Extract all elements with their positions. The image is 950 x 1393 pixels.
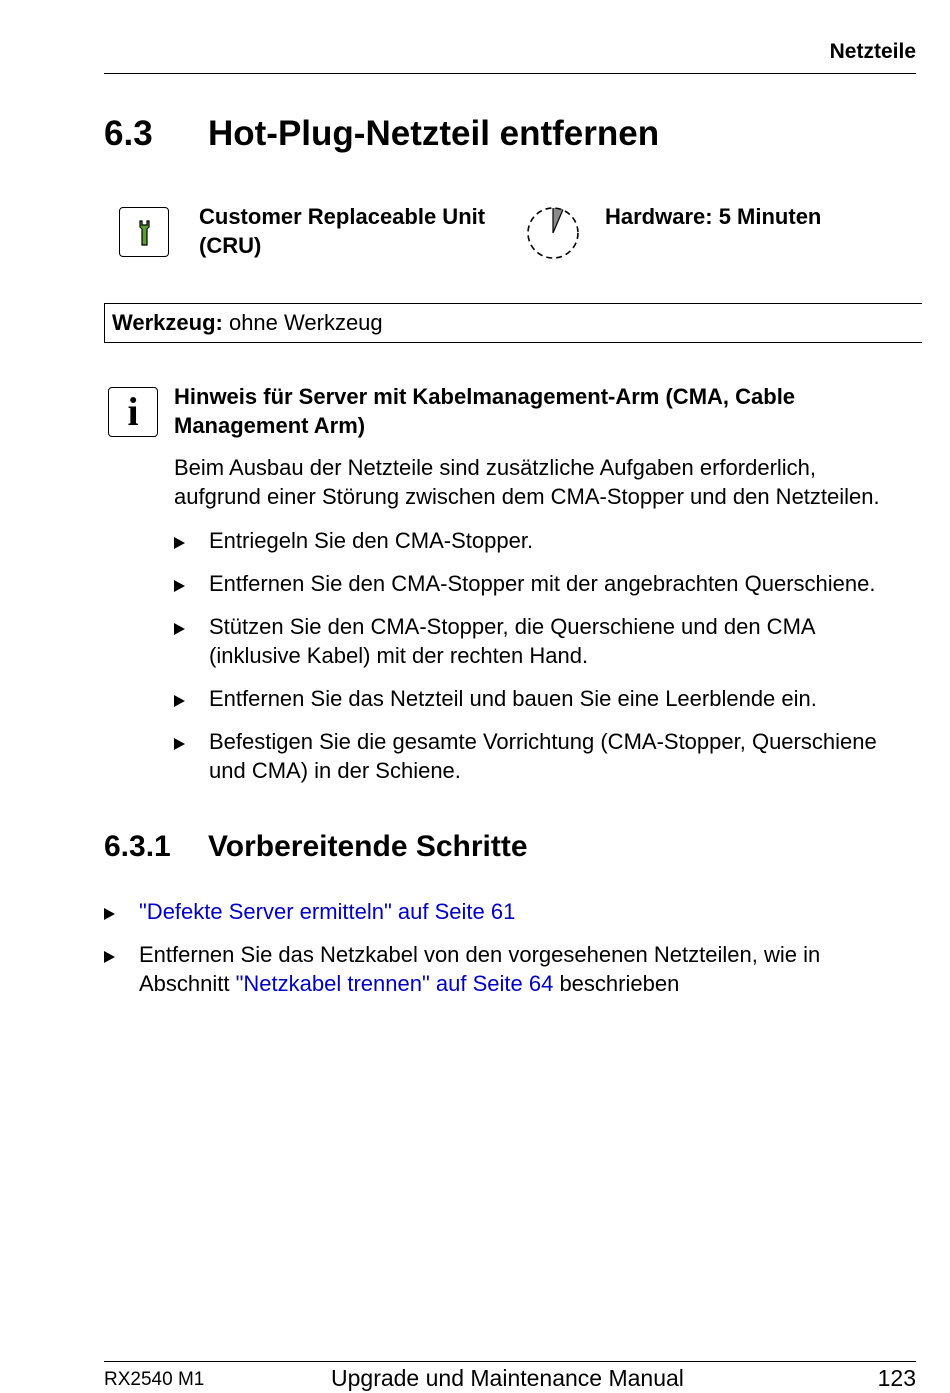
footer-manual-title: Upgrade und Maintenance Manual (331, 1365, 684, 1391)
subsection-number: 6.3.1 (104, 830, 171, 863)
footer-page-number: 123 (877, 1365, 916, 1391)
note-step-line1: Entfernen Sie den CMA-Stopper mit der angebrachten Querschiene. (209, 571, 876, 596)
note-step-line1: Entfernen Sie das Netzteil und bauen Sie eine Leerblende ein. (209, 686, 817, 711)
note-step-line2: und CMA) in der Schiene. (209, 758, 461, 783)
note-step-line1: Stützen Sie den CMA-Stopper, die Querschiene und den CMA (209, 614, 816, 639)
footer-rule (104, 1361, 916, 1362)
subsection-title: Vorbereitende Schritte (208, 830, 528, 863)
footer-model: RX2540 M1 (104, 1369, 205, 1390)
link-defekte-server[interactable]: "Defekte Server ermitteln" auf Seite 61 (139, 899, 516, 924)
link-netzkabel-trennen[interactable]: "Netzkabel trennen" auf Seite 64 (235, 971, 554, 996)
list-item-prefix: Abschnitt (139, 971, 236, 996)
header-rule (104, 73, 916, 74)
note-paragraph-line1: Beim Ausbau der Netzteile sind zusätzliche Aufgaben erforderlich, (174, 455, 817, 480)
tool-box (104, 303, 922, 343)
bullet-triangle-icon (104, 951, 115, 963)
running-header: Netzteile (829, 40, 916, 63)
time-label: Hardware: 5 Minuten (605, 204, 822, 229)
wrench-icon (119, 207, 169, 257)
note-step-text (209, 727, 929, 785)
note-step-text (209, 684, 929, 713)
bullet-triangle-icon (174, 580, 185, 592)
bullet-triangle-icon (174, 623, 185, 635)
info-icon (108, 387, 158, 437)
note-step-text (209, 612, 929, 670)
bullet-triangle-icon (174, 537, 185, 549)
list-item-line1: Entfernen Sie das Netzkabel von den vorgesehenen Netzteilen, wie in (139, 942, 821, 967)
list-item-text (139, 940, 919, 998)
note-title-line2: Management Arm) (174, 413, 366, 438)
bullet-triangle-icon (174, 695, 185, 707)
note-step-line1: Befestigen Sie die gesamte Vorrichtung (CMA-Stopper, Querschiene (209, 729, 877, 754)
note-step-text (209, 569, 929, 598)
cru-label (199, 202, 519, 260)
tool-value: ohne Werkzeug (222, 310, 383, 335)
note-title-line1: Hinweis für Server mit Kabelmanagement-Arm (CMA, Cable (174, 384, 796, 409)
cru-label-line2: (CRU) (199, 233, 262, 258)
note-paragraph (174, 453, 934, 511)
cru-label-line1: Customer Replaceable Unit (199, 204, 486, 229)
tool-label: Werkzeug: (112, 310, 223, 335)
bullet-triangle-icon (104, 908, 115, 920)
note-paragraph-line2: aufgrund einer Störung zwischen dem CMA-Stopper und den Netzteilen. (174, 484, 880, 509)
note-step-text (209, 526, 929, 555)
note-step-line1: Entriegeln Sie den CMA-Stopper. (209, 528, 534, 553)
list-item-line2 (139, 969, 919, 998)
list-item-text (139, 897, 919, 926)
section-title: Hot-Plug-Netzteil entfernen (208, 114, 660, 153)
section-number: 6.3 (104, 114, 153, 153)
clock-icon (527, 205, 581, 266)
info-glyph: i (127, 389, 139, 434)
note-step-line2: (inklusive Kabel) mit der rechten Hand. (209, 643, 589, 668)
bullet-triangle-icon (174, 738, 185, 750)
note-title (174, 382, 894, 440)
list-item-suffix: beschrieben (553, 971, 680, 996)
